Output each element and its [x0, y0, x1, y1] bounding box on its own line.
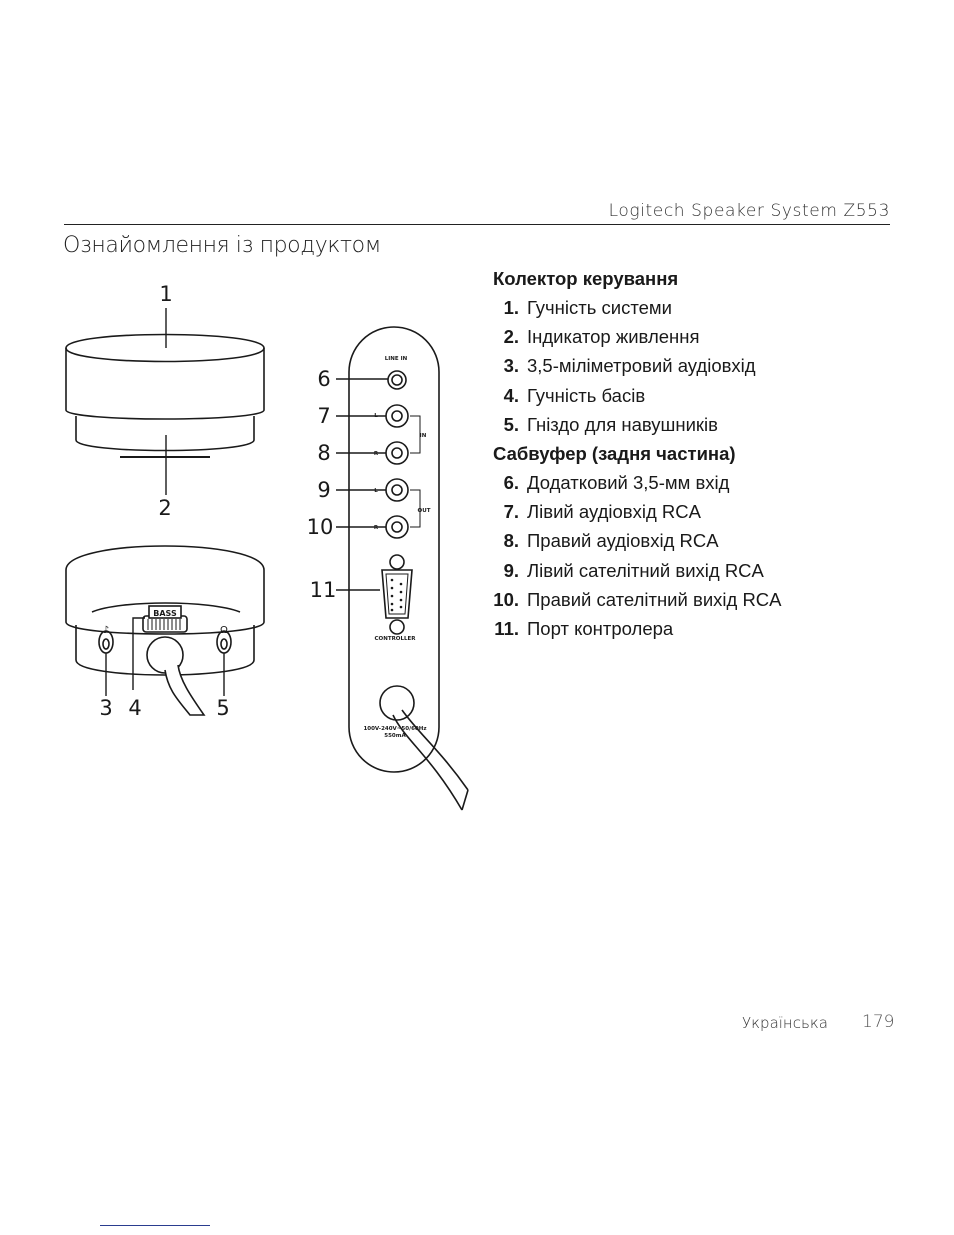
legend-item: [493, 322, 893, 351]
legend-item-text: Гучність басів: [527, 384, 646, 406]
legend-item: [493, 585, 893, 614]
legend-section-control-pod: [493, 264, 893, 439]
power-current-label: 550mA: [384, 733, 406, 739]
legend-item: [493, 497, 893, 526]
callout-6: 6: [317, 367, 331, 391]
callout-2: 2: [158, 496, 172, 520]
r-label-out: R: [373, 525, 379, 531]
l-label-in: L: [374, 413, 378, 419]
callout-7: 7: [317, 404, 331, 428]
footer-language: Українська: [742, 1014, 828, 1032]
legend-item-text: Гучність системи: [527, 297, 672, 318]
legend-item-text: Індикатор живлення: [527, 326, 700, 348]
headphones-icon: Ω: [220, 625, 228, 636]
music-note-icon: ♪: [102, 625, 110, 636]
legend-item-text: Правий сателітний вихід RCA: [527, 588, 782, 610]
callout-1: 1: [159, 282, 173, 306]
legend-item: [493, 556, 893, 585]
component-legend: [493, 264, 893, 643]
legend-item-number: 7.: [503, 501, 519, 523]
document-header-title: Logitech Speaker System Z553: [608, 201, 890, 221]
control-pod-top: [66, 335, 264, 458]
legend-item-text: Додатковий 3,5-мм вхід: [527, 471, 730, 493]
legend-item: [493, 526, 893, 555]
legend-item-text: Правий аудіовхід RCA: [527, 530, 719, 552]
callout-11: 11: [309, 578, 337, 602]
legend-item-text: Лівий аудіовхід RCA: [527, 501, 701, 523]
legend-item: [493, 468, 893, 497]
callout-10: 10: [306, 515, 334, 539]
bass-label: BASS: [153, 609, 177, 618]
subwoofer-back-panel: [349, 327, 468, 810]
legend-item: [493, 293, 893, 322]
control-pod-bottom: [66, 546, 264, 715]
legend-item-number: 3.: [503, 355, 519, 377]
legend-item-text: Гніздо для навушників: [527, 413, 718, 435]
legend-item-number: 5.: [503, 413, 519, 435]
callout-5: 5: [216, 696, 230, 720]
legend-item: [493, 614, 893, 643]
legend-item: [493, 351, 893, 380]
legend-section-subwoofer: [493, 439, 893, 643]
legend-item: [493, 381, 893, 410]
legend-item-text: Порт контролера: [527, 617, 674, 639]
legend-item-number: 1.: [503, 297, 519, 318]
page-number: 179: [862, 1012, 895, 1032]
legend-item-text: 3,5-міліметровий аудіовхід: [527, 355, 756, 377]
legend-item-number: 11.: [494, 617, 519, 639]
callout-3: 3: [99, 696, 113, 720]
page-heading: Ознайомлення із продуктом: [63, 233, 381, 258]
r-label-in: R: [373, 451, 379, 457]
legend-item-text: Лівий сателітний вихід RCA: [527, 559, 764, 581]
legend-item-number: 9.: [503, 559, 519, 581]
legend-item-number: 4.: [503, 384, 519, 406]
bottom-accent-rule: [100, 1225, 210, 1226]
legend-section-title: Колектор керування: [493, 268, 679, 289]
header-divider: [64, 224, 890, 225]
callout-4: 4: [128, 696, 142, 720]
line-in-label: LINE IN: [384, 356, 408, 362]
l-label-out: L: [374, 488, 378, 494]
out-label: OUT: [417, 508, 431, 514]
legend-item-number: 2.: [503, 326, 519, 348]
controller-label: CONTROLLER: [374, 636, 416, 642]
legend-item-number: 8.: [503, 530, 519, 552]
power-rating-label: 100V-240V~50/60Hz: [363, 726, 427, 732]
legend-section-title: Сабвуфер (задня частина): [493, 442, 736, 464]
legend-item-number: 10.: [493, 588, 519, 610]
callout-9: 9: [317, 478, 331, 502]
product-diagram: [0, 270, 480, 820]
legend-item-number: 6.: [503, 471, 519, 493]
callout-8: 8: [317, 441, 331, 465]
legend-item: [493, 410, 893, 439]
in-label: IN: [419, 433, 427, 439]
